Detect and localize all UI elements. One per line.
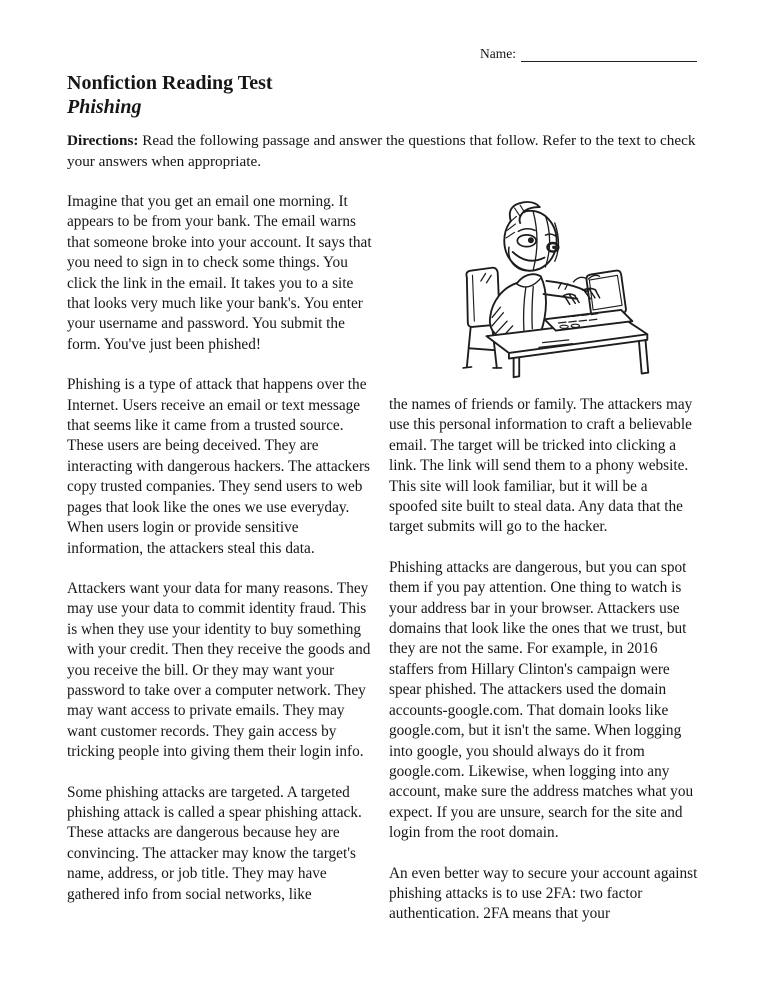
page-subtitle: Phishing	[67, 96, 142, 118]
page-title: Nonfiction Reading Test	[67, 72, 273, 94]
passage-paragraph-3: Attackers want your data for many reasons. They may use your data to commit identity fraud. This is when they use your identity to buy something with your credit. Then they receive the goods and you receive the bill. Or they may want your password to take over a computer network. They may want access to private emails. They may want customer records. They gain access by tricking people into giving them their login info.	[67, 579, 371, 761]
directions-label: Directions:	[67, 132, 139, 149]
masked-head	[504, 202, 558, 271]
name-row	[67, 46, 703, 62]
name-blank-line	[521, 48, 697, 62]
passage-paragraph-1: Imagine that you get an email one morning. It appears to be from your bank. The email warns that someone broke into your account. It says that you need to sign in to check some things. You click the link in the email. It takes you to a site that looks very much like your bank's. You enter your username and password. You submit the form. You've just been phished!	[67, 193, 372, 353]
passage-paragraph-6: Phishing attacks are dangerous, but you can spot them if you pay attention. One thing to watch is your address bar in your browser. Attackers use domains that look like the ones that we trust, but they are not the same. For example, in 2016 staffers from Hillary Clinton's campaign were spear phished. The attackers used the domain accounts-google.com. That domain looks like google.com, but it isn't the same. When logging into google, you should always do it from google.com. Likewise, when logging into any account, make sure the address matches what you expect. If you are unsure, search for the site and login from the root domain.	[389, 558, 694, 842]
name-label: Name:	[480, 46, 516, 61]
passage-paragraph-2: Phishing is a type of attack that happens over the Internet. Users receive an email or text message that seems like it came from a trusted source. These users are being deceived. They are interacting with dangerous hackers. The attackers copy trusted companies. They send users to web pages that look like the ones we use everyday. When users login or provide sensitive information, the attackers steal this data.	[67, 376, 370, 557]
right-column	[389, 192, 698, 945]
passage-columns	[67, 192, 703, 945]
hacker-illustration	[434, 194, 654, 381]
directions	[67, 131, 703, 172]
directions-text: Read the following passage and answer the questions that follow. Refer to the text to check your answers when appropriate.	[67, 132, 696, 170]
passage-paragraph-5: the names of friends or family. The attackers may use this personal information to craft a believable email. The target will be tricked into clicking a link. The link will send them to a phony website. This site will look familiar, but it will be a spoofed site built to steal data. Any data that the target submits will go to the hacker.	[389, 396, 693, 536]
masked-hacker-at-laptop-icon	[434, 194, 654, 381]
passage-paragraph-7: An even better way to secure your account against phishing attacks is to use 2FA: two factor authentication. 2FA means that your	[389, 864, 698, 923]
passage-paragraph-4: Some phishing attacks are targeted. A targeted phishing attack is called a spear phishing attack. These attacks are dangerous because hey are convincing. The attacker may know the target's name, address, or job title. They may have gathered info from social networks, like	[67, 783, 362, 903]
left-column	[67, 192, 376, 945]
